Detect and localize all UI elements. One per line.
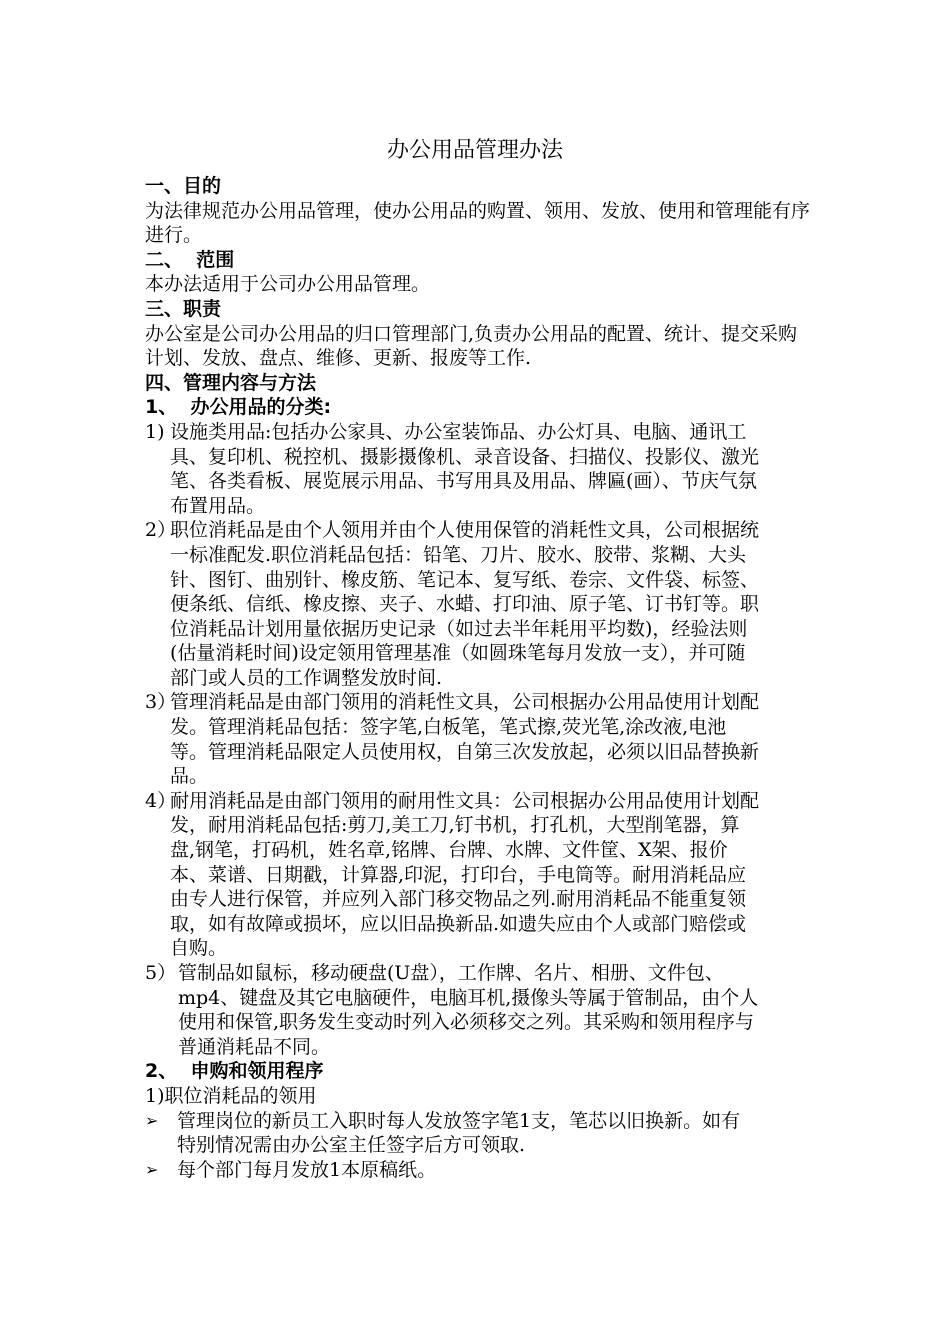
list-item-text: 设施类用品:包括办公家具、办公室装饰品、办公灯具、电脑、通讯工具、复印机、税控机、摄影摄像机、录音设备、扫描仪、投影仪、激光笔、各类看板、展览展示用品、书写用具及用品、牌匾(画）、节庆气氛布置用品。 xyxy=(170,420,760,517)
list-item-number: 5） xyxy=(145,962,177,984)
list-item xyxy=(145,789,762,961)
section-heading-purpose: 一、目的 xyxy=(145,175,222,197)
list-item xyxy=(145,690,762,788)
list-item xyxy=(145,420,762,518)
section-text-purpose: 为法律规范办公用品管理，使办公用品的购置、领用、发放、使用和管理能有序进行。 xyxy=(145,199,811,247)
document-body xyxy=(145,174,825,1182)
bullet-item xyxy=(145,1158,742,1183)
list-item-text: 管制品如鼠标，移动硬盘(U盘），工作牌、名片、相册、文件包、mp4、键盘及其它电脑硬件，电脑耳机,摄像头等属于管制品，由个人使用和保管,职务发生变动时列入必须移交之列。其采购和领用程序与普通消耗品不同。 xyxy=(178,962,759,1058)
document-title: 办公用品管理办法 xyxy=(386,138,563,163)
arrow-bullet-icon: ➢ xyxy=(145,1159,159,1179)
arrow-bullet-icon: ➢ xyxy=(145,1110,159,1130)
bullet-item xyxy=(145,1109,742,1158)
section-heading-content: 四、管理内容与方法 xyxy=(145,371,317,394)
list-item-number: 3） xyxy=(145,691,177,714)
list-item-number: 4） xyxy=(145,789,177,812)
sub-heading-position-consumables: 1)职位消耗品的领用 xyxy=(145,1084,317,1107)
section-text-scope: 本办法适用于公司办公用品管理。 xyxy=(145,273,431,296)
subsection-heading-classification: 1、 办公用品的分类: xyxy=(145,396,332,419)
list-item-text: 管理消耗品是由部门领用的消耗性文具，公司根据办公用品使用计划配发。管理消耗品包括：签字笔,白板笔，笔式擦,荧光笔,涂改液,电池等。管理消耗品限定人员使用权，自第三次发放起，必须以旧品替换新品。 xyxy=(170,691,760,788)
list-item-number: 1) xyxy=(145,420,165,443)
bullet-item-text: 管理岗位的新员工入职时每人发放签字笔1支，笔芯以旧换新。如有特别情况需由办公室主任签字后方可领取. xyxy=(177,1109,741,1157)
section-heading-duties: 三、职责 xyxy=(145,297,222,320)
list-item xyxy=(145,961,762,1059)
list-item-text: 耐用消耗品是由部门领用的耐用性文具：公司根据办公用品使用计划配发，耐用消耗品包括:剪刀,美工刀,钉书机，打孔机，大型削笔器，算盘,钢笔，打码机，姓名章,铭牌、台牌、水牌、文件筐、X架、报价本、菜谱、日期戳，计算器,印泥，打印台，手电筒等。耐用消耗品应由专人进行保管，并应列入部门移交物品之列.耐用消耗品不能重复领取，如有故障或损坏，应以旧品换新品.如遗失应由个人或部门赔偿或自购。 xyxy=(170,789,760,960)
subsection-heading-procedure: 2、 申购和领用程序 xyxy=(145,1060,324,1083)
list-item-text: 职位消耗品是由个人领用并由个人使用保管的消耗性文具，公司根据统一标准配发.职位消耗品包括：铅笔、刀片、胶水、胶带、浆糊、大头针、图钉、曲别针、橡皮筋、笔记本、复写纸、卷宗、文件袋、标签、便条纸、信纸、橡皮擦、夹子、水蜡、打印油、原子笔、订书钉等。职位消耗品计划用量依据历史记录（如过去半年耗用平均数)，经验法则(估量消耗时间)设定领用管理基准（如圆珠笔每月发放一支），并可随部门或人员的工作调整发放时间. xyxy=(170,519,760,689)
list-item xyxy=(145,518,762,690)
list-item-number: 2） xyxy=(145,519,177,542)
section-text-duties: 办公室是公司办公用品的归口管理部门,负责办公用品的配置、统计、提交采购计划、发放、盘点、维修、更新、报废等工作. xyxy=(145,322,798,370)
section-heading-scope: 二、 范围 xyxy=(145,248,235,271)
bullet-item-text: 每个部门每月发放1本原稿纸。 xyxy=(177,1158,437,1181)
